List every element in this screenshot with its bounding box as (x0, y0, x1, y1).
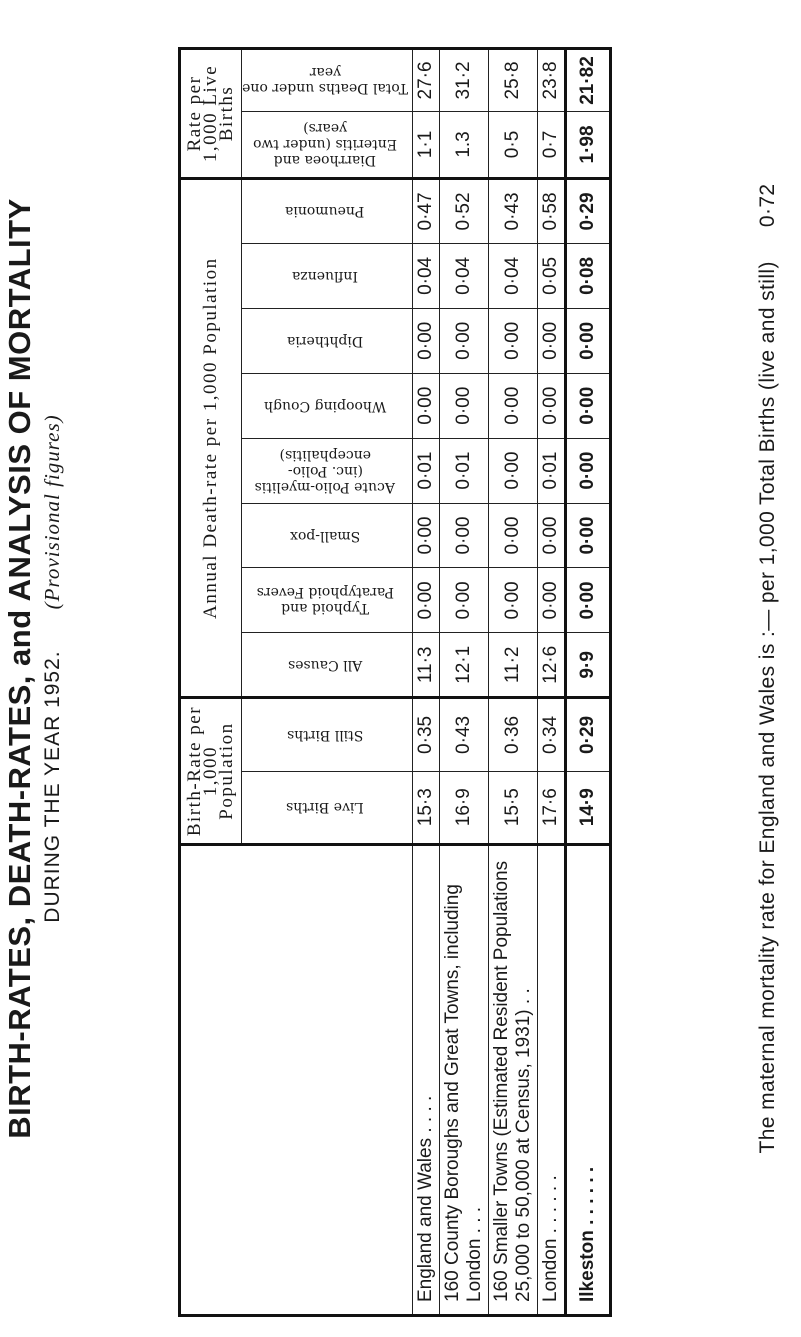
diarrhoea-cell: 1·98 (566, 111, 611, 178)
col-header-pneumonia: Pneumonia (242, 178, 413, 243)
total-deaths-cell: 31·2 (440, 49, 489, 112)
col-header-diphtheria: Diphtheria (242, 308, 413, 373)
page-subtitle (40, 0, 65, 1337)
total-deaths-cell: 23·8 (538, 49, 566, 112)
pneumonia-cell: 0·43 (489, 178, 538, 243)
table-row-ilkeston (566, 49, 611, 1316)
live-births-cell: 16·9 (440, 771, 489, 844)
live-births-cell: 15·3 (413, 771, 440, 844)
diphtheria-cell: 0·00 (413, 308, 440, 373)
pneumonia-cell: 0·52 (440, 178, 489, 243)
table-row (413, 49, 440, 1316)
diphtheria-cell: 0·00 (538, 308, 566, 373)
area-header-blank (180, 844, 413, 1315)
area-name: England and Wales . . . . (413, 844, 440, 1315)
all-causes-cell: 12·1 (440, 633, 489, 698)
typhoid-cell: 0·00 (489, 568, 538, 633)
col-header-typhoid: Typhoid and Paratyphoid Fevers (242, 568, 413, 633)
influenza-cell: 0·04 (413, 243, 440, 308)
subtitle-main: DURING THE YEAR 1952. (41, 650, 64, 923)
live-births-cell: 15·5 (489, 771, 538, 844)
col-header-live-births: Live Births (242, 771, 413, 844)
whooping-cough-cell: 0·00 (489, 373, 538, 438)
pneumonia-cell: 0·47 (413, 178, 440, 243)
area-name: London . . . . . . (538, 844, 566, 1315)
diarrhoea-cell: 0·5 (489, 111, 538, 178)
col-header-whooping-cough: Whooping Cough (242, 373, 413, 438)
diphtheria-cell: 0·00 (440, 308, 489, 373)
all-causes-cell: 11·2 (489, 633, 538, 698)
footnote-value: 0·72 (756, 183, 779, 228)
acute-polio-cell: 0·01 (538, 438, 566, 503)
diarrhoea-cell: 1.3 (440, 111, 489, 178)
smallpox-cell: 0·00 (538, 503, 566, 568)
typhoid-cell: 0·00 (566, 568, 611, 633)
typhoid-cell: 0·00 (413, 568, 440, 633)
group-header-row (180, 49, 242, 1316)
live-births-cell: 14·9 (566, 771, 611, 844)
pneumonia-cell: 0·58 (538, 178, 566, 243)
whooping-cough-cell: 0·00 (413, 373, 440, 438)
footnote (756, 0, 780, 1337)
total-deaths-cell: 21·82 (566, 49, 611, 112)
table-row (489, 49, 538, 1316)
rate-live-births-group-header: Rate per 1,000 Live Births (180, 49, 242, 179)
col-header-acute-polio: Acute Polio-myelitis (inc. Polio-encephalitis) (242, 438, 413, 503)
influenza-cell: 0·05 (538, 243, 566, 308)
still-births-cell: 0·29 (566, 698, 611, 771)
col-header-smallpox: Small-pox (242, 503, 413, 568)
whooping-cough-cell: 0·00 (440, 373, 489, 438)
influenza-cell: 0·04 (440, 243, 489, 308)
typhoid-cell: 0·00 (440, 568, 489, 633)
smallpox-cell: 0·00 (489, 503, 538, 568)
col-header-all-causes: All Causes (242, 633, 413, 698)
birth-rate-group-header: Birth-Rate per 1,000 Population (180, 698, 242, 845)
diarrhoea-cell: 1·1 (413, 111, 440, 178)
still-births-cell: 0·36 (489, 698, 538, 771)
still-births-cell: 0·34 (538, 698, 566, 771)
smallpox-cell: 0·00 (566, 503, 611, 568)
diphtheria-cell: 0·00 (489, 308, 538, 373)
subtitle-note: (Provisional figures) (40, 414, 64, 610)
whooping-cough-cell: 0·00 (566, 373, 611, 438)
typhoid-cell: 0·00 (538, 568, 566, 633)
still-births-cell: 0·35 (413, 698, 440, 771)
mortality-table (178, 47, 612, 1317)
diarrhoea-cell: 0·7 (538, 111, 566, 178)
all-causes-cell: 9·9 (566, 633, 611, 698)
diphtheria-cell: 0·00 (566, 308, 611, 373)
page-title: BIRTH-RATES, DEATH-RATES, and ANALYSIS OF MORTALITY (2, 198, 37, 1139)
live-births-cell: 17·6 (538, 771, 566, 844)
col-header-still-births: Still Births (242, 698, 413, 771)
all-causes-cell: 11·3 (413, 633, 440, 698)
pneumonia-cell: 0·29 (566, 178, 611, 243)
death-rate-group-header: Annual Death-rate per 1,000 Population (180, 178, 242, 697)
influenza-cell: 0·08 (566, 243, 611, 308)
col-header-diarrhoea: Diarrhoea and Enteritis (under two years) (242, 111, 413, 178)
smallpox-cell: 0·00 (440, 503, 489, 568)
total-deaths-cell: 25·8 (489, 49, 538, 112)
table-row (538, 49, 566, 1316)
area-name: Ilkeston . . . . . . (566, 844, 611, 1315)
area-name: 160 County Boroughs and Great Towns, including London . . . (440, 844, 489, 1315)
col-header-total-deaths: Total Deaths under one year (242, 49, 413, 112)
influenza-cell: 0·04 (489, 243, 538, 308)
acute-polio-cell: 0·01 (440, 438, 489, 503)
acute-polio-cell: 0·00 (489, 438, 538, 503)
table-row (440, 49, 489, 1316)
all-causes-cell: 12·6 (538, 633, 566, 698)
acute-polio-cell: 0·00 (566, 438, 611, 503)
smallpox-cell: 0·00 (413, 503, 440, 568)
whooping-cough-cell: 0·00 (538, 373, 566, 438)
total-deaths-cell: 27·6 (413, 49, 440, 112)
area-name: 160 Smaller Towns (Estimated Resident Populations 25,000 to 50,000 at Census, 1931) . . (489, 844, 538, 1315)
col-header-influenza: Influenza (242, 243, 413, 308)
footnote-text: The maternal mortality rate for England and Wales is :— per 1,000 Total Births (live and still) (756, 261, 779, 1154)
still-births-cell: 0·43 (440, 698, 489, 771)
acute-polio-cell: 0·01 (413, 438, 440, 503)
